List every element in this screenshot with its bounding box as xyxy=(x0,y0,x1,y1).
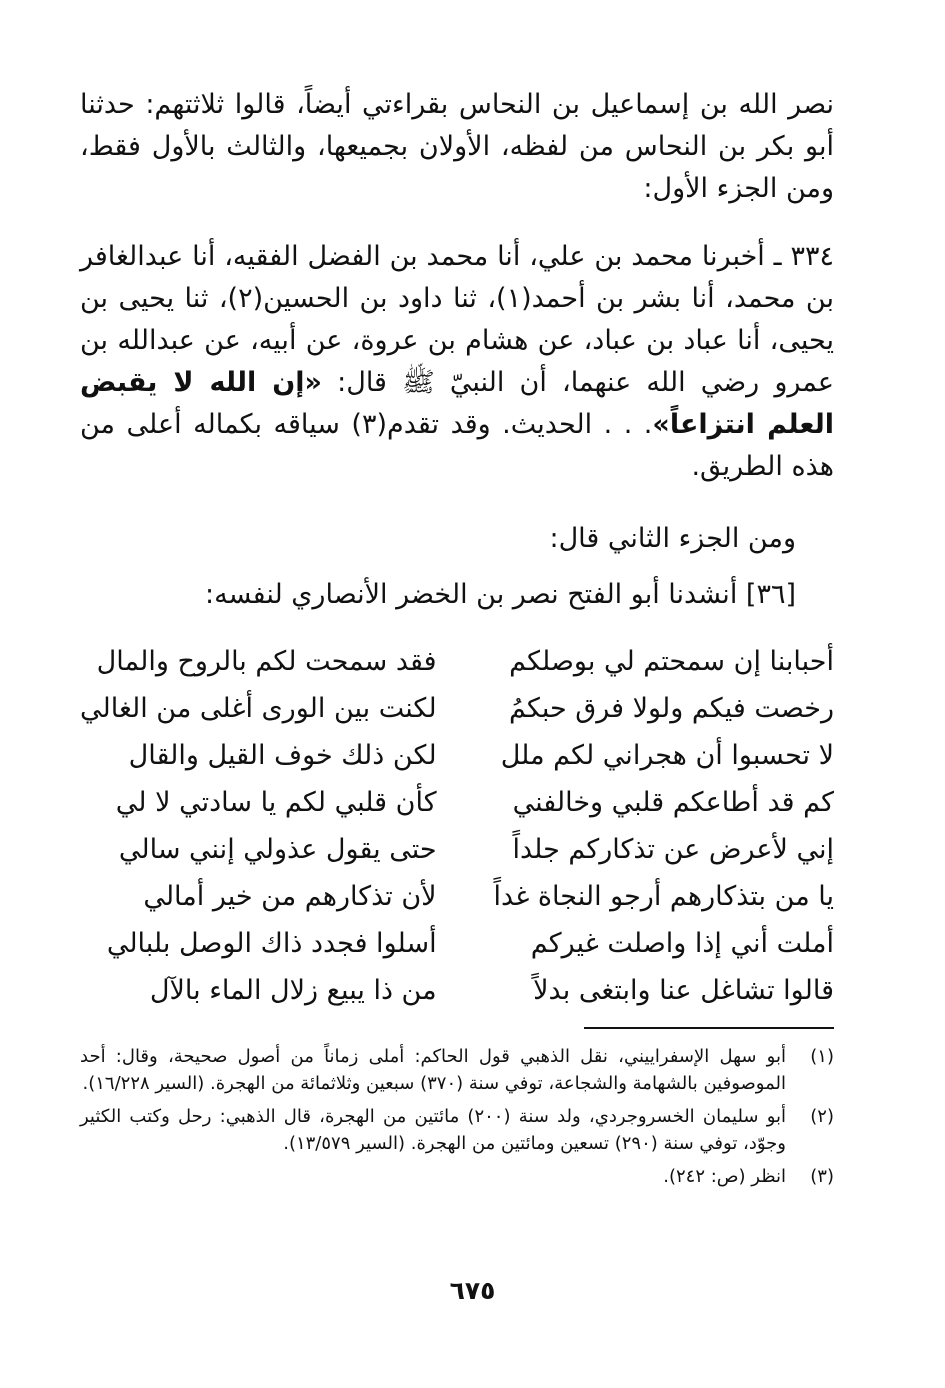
poem-verse-first-hemistich: أملت أني إذا واصلت غيركم xyxy=(530,928,834,959)
hadith-quote: «إن الله لا يقبض العلم انتزاعاً» xyxy=(80,367,835,440)
poem-verse-second-hemistich: لكن ذلك خوف القيل والقال xyxy=(128,740,437,771)
footnote xyxy=(80,1163,834,1190)
poem-verse-second-hemistich: لكنت بين الورى أغلى من الغالي xyxy=(80,693,437,724)
hadith-334-paragraph xyxy=(80,236,834,488)
poem-verse-first-hemistich: يا من بتذكارهم أرجو النجاة غداً xyxy=(493,881,834,912)
footnote-text: أبو سليمان الخسروجردي، ولد سنة (٢٠٠) مائتين من الهجرة، قال الذهبي: رحل وكتب الكثير وجوّد، توفي سنة (٢٩٠) تسعين ومائتين من الهجرة. (السير ١٣/٥٧٩). xyxy=(80,1106,787,1154)
poem-verse-first-hemistich: قالوا تشاغل عنا وابتغى بدلاً xyxy=(533,975,834,1006)
poem-verse-second-hemistich: فقد سمحت لكم بالروح والمال xyxy=(96,646,437,677)
poem-verse-first-hemistich: أحبابنا إن سمحتم لي بوصلكم xyxy=(509,646,834,677)
poem-verse-first-hemistich: إني لأعرض عن تذكاركم جلداً xyxy=(512,834,834,865)
footnote xyxy=(80,1103,834,1157)
footnote-number: (١) xyxy=(810,1046,834,1067)
page-number: ٦٧٥ xyxy=(449,1276,496,1305)
footnote-text: انظر (ص: ٢٤٢). xyxy=(663,1166,786,1187)
section-heading: ومن الجزء الثاني قال: xyxy=(549,523,796,554)
footnote xyxy=(80,1043,834,1097)
page-body xyxy=(80,84,834,1014)
poem-verse-second-hemistich: حتى يقول عذولي إنني سالي xyxy=(118,834,437,865)
poem-verse-first-hemistich: كم قد أطاعكم قلبي وخالفني xyxy=(512,787,834,818)
footnote-number: (٣) xyxy=(810,1166,834,1187)
poem-verse-second-hemistich: أسلوا فجدد ذاك الوصل بلبالي xyxy=(106,928,437,959)
poem-verse-second-hemistich: كأن قلبي لكم يا سادتي لا لي xyxy=(115,787,437,818)
footnote-separator xyxy=(584,1027,834,1029)
footnote-number: (٢) xyxy=(810,1106,834,1127)
poem-verse-first-hemistich: لا تحسبوا أن هجراني لكم ملل xyxy=(500,740,834,771)
hadith-chain-text: ٣٣٤ ـ أخبرنا محمد بن علي، أنا محمد بن الفضل الفقيه، أنا عبدالغافر بن محمد، أنا بشر بن أحمد(١)، ثنا داود بن الحسين(٢)، ثنا يحيى بن يحيى، أنا عباد بن عباد، عن هشام بن عروة، عن أبيه، عن عبدالله بن عمرو رضي الله عنهما، أن النبيّ ﷺ قال: xyxy=(80,241,834,398)
poem-verse-second-hemistich: من ذا يبيع زلال الماء بالآل xyxy=(149,975,437,1006)
hadith-tail-text: . . . الحديث. وقد تقدم(٣) سياقه بكماله أعلى من هذه الطريق. xyxy=(80,409,834,482)
poem-intro: [٣٦] أنشدنا أبو الفتح نصر بن الخضر الأنصاري لنفسه: xyxy=(205,579,796,610)
poem-verse-second-hemistich: لأن تذكارهم من خير أمالي xyxy=(143,881,437,912)
poem-verse-first-hemistich: رخصت فيكم ولولا فرق حبكمُ xyxy=(508,693,834,724)
footnotes xyxy=(80,1043,834,1196)
intro-paragraph: نصر الله بن إسماعيل بن النحاس بقراءتي أيضاً، قالوا ثلاثتهم: حدثنا أبو بكر بن النحاس من لفظه، الأولان بجميعها، والثالث بالأول فقط، ومن الجزء الأول: xyxy=(80,89,834,204)
poem xyxy=(80,638,834,1014)
footnote-text: أبو سهل الإسفراييني، نقل الذهبي قول الحاكم: أملى زماناً من أصول صحيحة، وقال: أحد الموصوفين بالشهامة والشجاعة، توفي سنة (٣٧٠) سبعين وثلاثمائة من الهجرة. (السير ١٦/٢٢٨). xyxy=(80,1046,786,1094)
